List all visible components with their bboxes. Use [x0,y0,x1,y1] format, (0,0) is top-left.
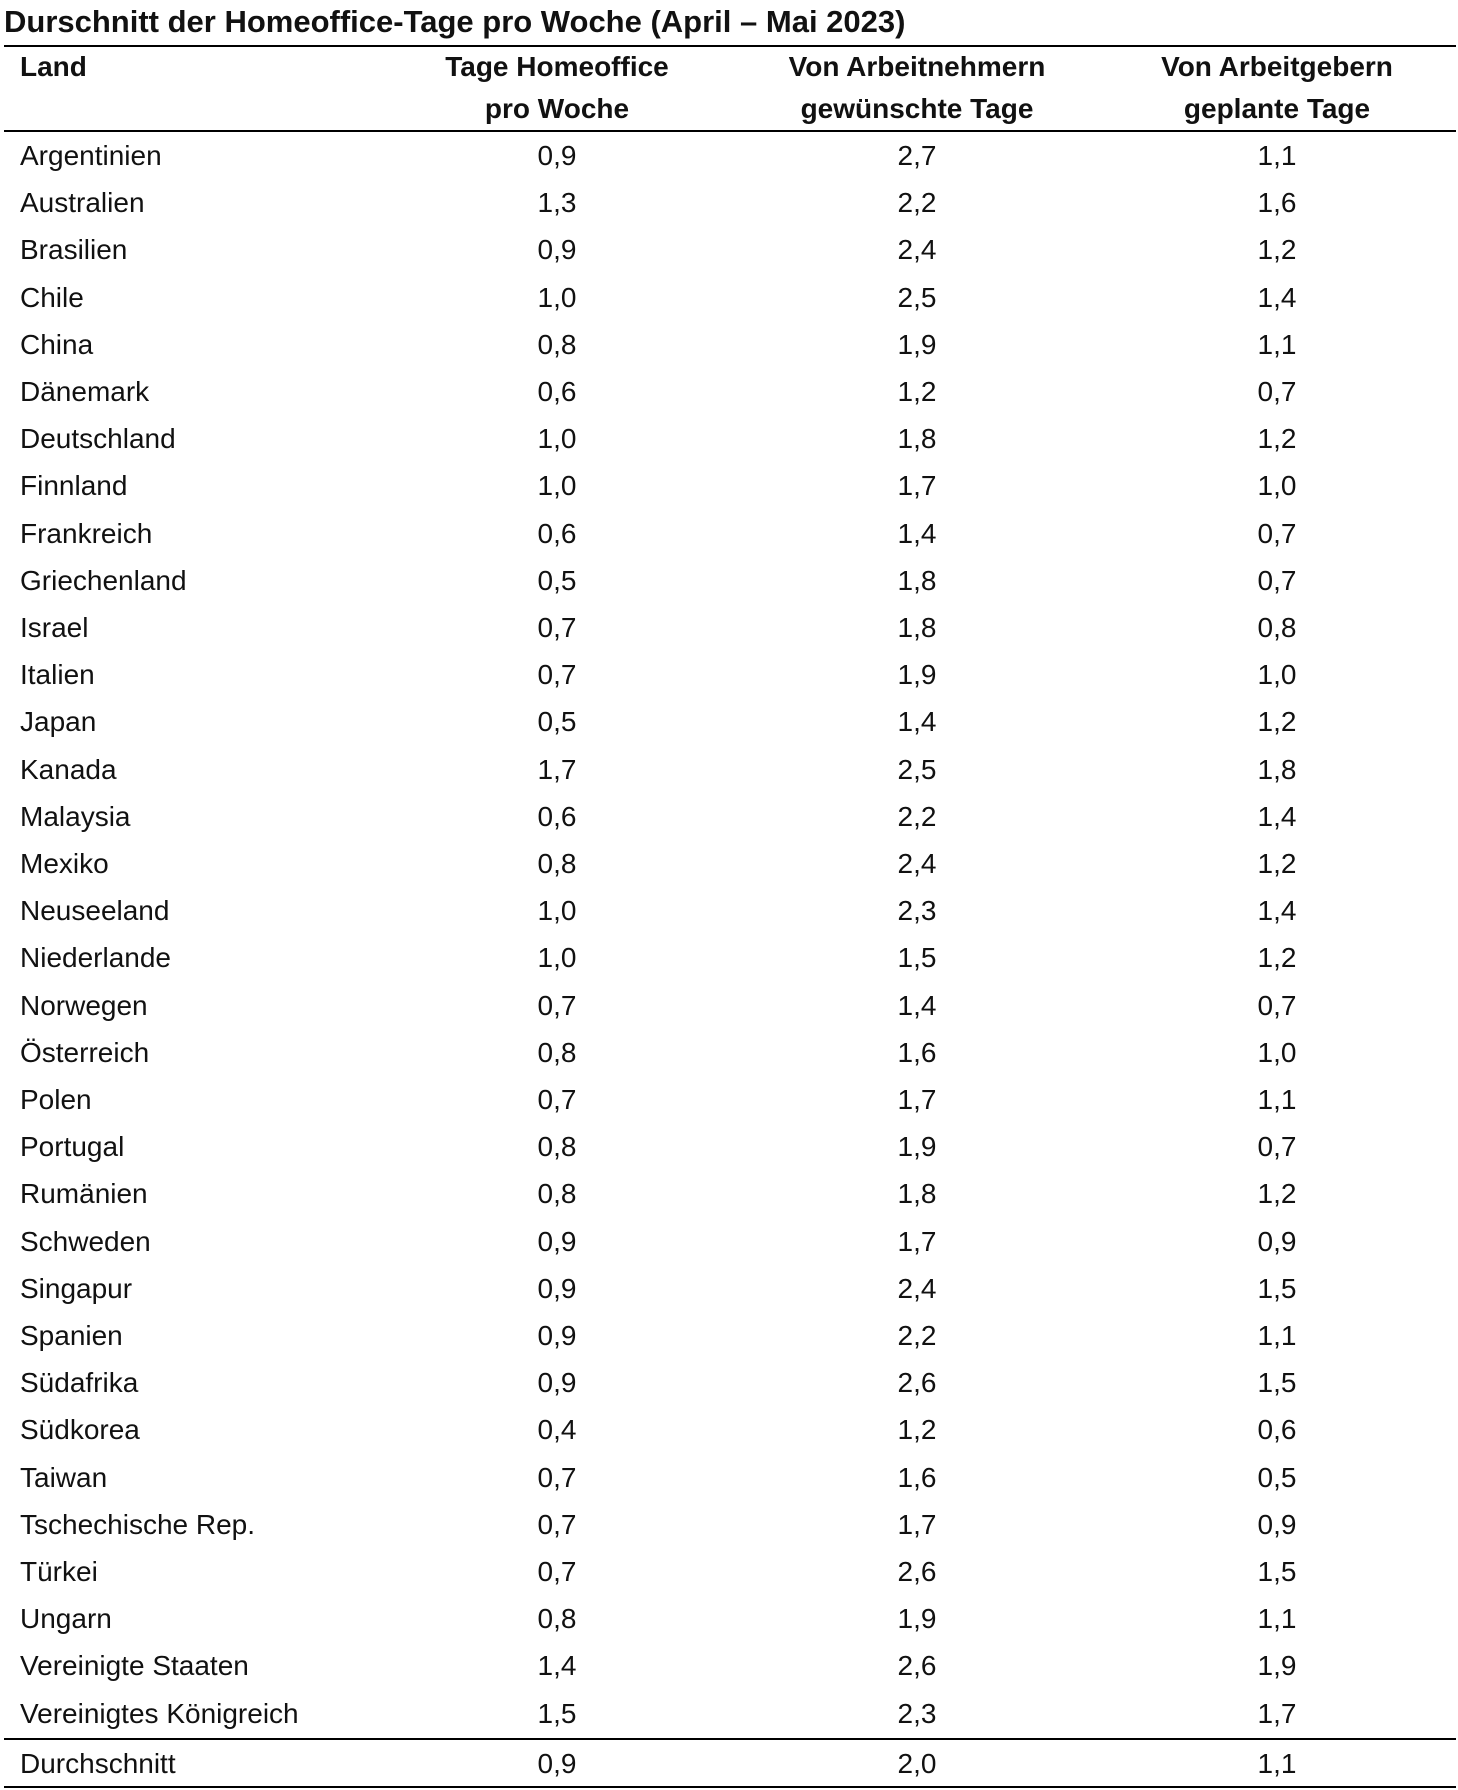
table-title: Durschnitt der Homeoffice-Tage pro Woche (April – Mai 2023) [4,4,906,39]
cell-tage: 0,9 [537,1367,577,1399]
cell-tage: 0,7 [537,659,577,691]
cell-geplant: 1,2 [1257,423,1297,455]
cell-land: Australien [20,187,145,219]
cell-tage: 0,7 [537,1461,577,1493]
cell-tage: 0,6 [537,376,577,407]
table-row [0,1595,1458,1642]
table-row [0,1406,1458,1453]
cell-gewuenscht: 1,7 [897,470,937,502]
cell-geplant: 1,5 [1257,1272,1297,1304]
cell-geplant: 1,6 [1257,187,1297,219]
cell-geplant: 0,5 [1257,1461,1297,1493]
table-row [0,982,1458,1029]
header-tage-homeoffice [387,46,727,130]
cell-geplant: 0,8 [1257,612,1297,643]
cell-geplant: 1,9 [1257,1650,1297,1682]
cell-land: Malaysia [20,800,131,832]
table-row [0,1123,1458,1170]
header-arbeitnehmer-line1: Von Arbeitnehmern [788,51,1046,82]
cell-gewuenscht: 1,4 [897,989,937,1021]
cell-land: Griechenland [20,564,187,596]
cell-geplant: 1,2 [1257,1178,1297,1210]
table-row [0,1642,1458,1689]
cell-land: Argentinien [20,140,162,171]
cell-geplant: 1,5 [1257,1367,1297,1399]
header-arbeitnehmer [747,46,1087,130]
cell-land: Polen [20,1084,92,1115]
cell-land: Niederlande [20,942,171,974]
cell-gewuenscht: 2,4 [897,848,937,879]
cell-land: Brasilien [20,234,128,266]
cell-gewuenscht: 1,4 [897,517,937,549]
cell-tage: 0,7 [537,612,577,643]
cell-tage: 0,6 [537,800,577,832]
table-row [0,1170,1458,1217]
cell-tage: 0,8 [537,1036,577,1068]
table-row [0,132,1458,179]
table-row [0,887,1458,934]
cell-tage: 0,5 [537,706,577,738]
cell-gewuenscht: 1,9 [897,328,937,360]
table-row [0,368,1458,415]
cell-geplant: 0,7 [1257,564,1297,596]
table-row [0,226,1458,273]
cell-tage: 0,4 [537,1414,577,1446]
cell-land: Finnland [20,470,128,502]
cell-tage: 1,7 [537,753,577,785]
cell-land: Österreich [20,1036,150,1068]
header-arbeitnehmer-line2: gewünschte Tage [800,93,1034,124]
cell-land: Israel [20,612,89,643]
cell-gewuenscht: 1,7 [897,1508,937,1540]
cell-gewuenscht: 2,3 [897,1697,937,1729]
header-tage-line2: pro Woche [484,93,630,124]
cell-gewuenscht: 1,9 [897,1131,937,1163]
cell-tage: 0,8 [537,328,577,360]
cell-gewuenscht: 1,9 [897,1603,937,1635]
cell-geplant: 1,4 [1257,895,1297,927]
cell-gewuenscht: 2,4 [897,234,937,266]
cell-tage: 1,0 [537,895,577,927]
cell-gewuenscht: 1,2 [897,376,937,407]
summary-tage: 0,9 [537,1748,577,1779]
table-row [0,1548,1458,1595]
cell-gewuenscht: 2,6 [897,1650,937,1682]
header-tage-line1: Tage Homeoffice [445,51,669,82]
table-header [0,46,1458,130]
cell-geplant: 1,2 [1257,848,1297,879]
cell-geplant: 0,9 [1257,1508,1297,1540]
cell-gewuenscht: 2,6 [897,1556,937,1587]
table-row [0,651,1458,698]
cell-tage: 0,9 [537,1272,577,1304]
cell-geplant: 1,4 [1257,281,1297,313]
table-row [0,1312,1458,1359]
cell-geplant: 1,2 [1257,706,1297,738]
cell-tage: 1,0 [537,281,577,313]
cell-gewuenscht: 1,6 [897,1036,937,1068]
table-row [0,1076,1458,1123]
table-row [0,557,1458,604]
cell-gewuenscht: 1,4 [897,706,937,738]
cell-tage: 0,9 [537,140,577,171]
cell-gewuenscht: 1,7 [897,1225,937,1257]
summary-land: Durchschnitt [20,1748,176,1779]
cell-geplant: 0,9 [1257,1225,1297,1257]
cell-tage: 1,0 [537,470,577,502]
cell-geplant: 1,1 [1257,1084,1297,1115]
cell-gewuenscht: 1,9 [897,659,937,691]
table-row [0,1359,1458,1406]
table-row [0,1218,1458,1265]
cell-gewuenscht: 1,7 [897,1084,937,1115]
cell-land: Schweden [20,1225,151,1257]
cell-gewuenscht: 1,8 [897,423,937,455]
cell-land: Norwegen [20,989,148,1021]
cell-tage: 1,3 [537,187,577,219]
cell-tage: 0,5 [537,564,577,596]
cell-tage: 0,8 [537,848,577,879]
cell-gewuenscht: 1,8 [897,564,937,596]
cell-geplant: 1,1 [1257,140,1297,171]
cell-land: Portugal [20,1131,125,1163]
cell-geplant: 0,7 [1257,1131,1297,1163]
cell-geplant: 1,0 [1257,470,1297,502]
cell-tage: 0,8 [537,1603,577,1635]
cell-gewuenscht: 1,6 [897,1461,937,1493]
cell-geplant: 1,0 [1257,659,1297,691]
header-land: Land [20,51,87,82]
cell-land: Vereinigtes Königreich [20,1697,299,1729]
cell-land: Südafrika [20,1367,139,1399]
table-row [0,1690,1458,1737]
cell-land: Mexiko [20,848,109,879]
table-row [0,934,1458,981]
cell-geplant: 1,0 [1257,1036,1297,1068]
table-row [0,1454,1458,1501]
cell-land: Kanada [20,753,117,785]
header-arbeitgeber-line1: Von Arbeitgebern [1161,51,1393,82]
cell-gewuenscht: 2,5 [897,753,937,785]
header-arbeitgeber [1107,46,1447,130]
cell-tage: 0,8 [537,1131,577,1163]
cell-land: Deutschland [20,423,176,455]
cell-tage: 0,8 [537,1178,577,1210]
cell-gewuenscht: 2,5 [897,281,937,313]
table-row [0,179,1458,226]
cell-land: Spanien [20,1320,123,1351]
table-row [0,321,1458,368]
cell-geplant: 0,7 [1257,517,1297,549]
table-row [0,510,1458,557]
cell-tage: 1,5 [537,1697,577,1729]
cell-tage: 0,6 [537,517,577,549]
cell-gewuenscht: 1,8 [897,1178,937,1210]
header-arbeitgeber-line2: geplante Tage [1183,93,1371,124]
cell-land: Rumänien [20,1178,148,1210]
table-row [0,698,1458,745]
summary-geplant: 1,1 [1257,1748,1297,1779]
cell-geplant: 1,8 [1257,753,1297,785]
cell-gewuenscht: 2,2 [897,1320,937,1351]
cell-tage: 0,7 [537,989,577,1021]
cell-gewuenscht: 1,5 [897,942,937,974]
cell-geplant: 1,1 [1257,328,1297,360]
table-row [0,274,1458,321]
cell-geplant: 1,2 [1257,942,1297,974]
bottom-rule [4,1786,1456,1788]
cell-land: Südkorea [20,1414,140,1446]
cell-geplant: 0,6 [1257,1414,1297,1446]
cell-tage: 1,0 [537,423,577,455]
cell-gewuenscht: 2,2 [897,187,937,219]
cell-land: Ungarn [20,1603,112,1635]
table-row [0,1029,1458,1076]
table-row [0,1501,1458,1548]
cell-gewuenscht: 2,6 [897,1367,937,1399]
cell-tage: 0,7 [537,1084,577,1115]
summary-row [0,1740,1458,1787]
cell-land: Dänemark [20,376,150,407]
cell-geplant: 1,5 [1257,1556,1297,1587]
cell-gewuenscht: 2,7 [897,140,937,171]
cell-land: Japan [20,706,97,738]
cell-gewuenscht: 1,2 [897,1414,937,1446]
cell-gewuenscht: 2,2 [897,800,937,832]
cell-gewuenscht: 1,8 [897,612,937,643]
cell-tage: 0,9 [537,1225,577,1257]
table-row [0,793,1458,840]
cell-tage: 0,7 [537,1556,577,1587]
cell-geplant: 0,7 [1257,989,1297,1021]
cell-tage: 1,0 [537,942,577,974]
table-row [0,462,1458,509]
cell-land: Vereinigte Staaten [20,1650,249,1682]
table-row [0,746,1458,793]
cell-gewuenscht: 2,4 [897,1272,937,1304]
cell-geplant: 1,4 [1257,800,1297,832]
cell-tage: 0,9 [537,234,577,266]
cell-land: Frankreich [20,517,153,549]
cell-land: Singapur [20,1272,133,1304]
table-row [0,604,1458,651]
cell-geplant: 1,1 [1257,1603,1297,1635]
cell-land: Türkei [20,1556,98,1587]
cell-land: China [20,328,94,360]
cell-tage: 1,4 [537,1650,577,1682]
cell-land: Neuseeland [20,895,170,927]
summary-gewuenscht: 2,0 [897,1748,937,1779]
table-row [0,1265,1458,1312]
cell-geplant: 0,7 [1257,376,1297,407]
table-row [0,415,1458,462]
cell-land: Tschechische Rep. [20,1508,256,1540]
cell-land: Chile [20,281,84,313]
cell-land: Taiwan [20,1461,108,1493]
cell-tage: 0,7 [537,1508,577,1540]
cell-geplant: 1,7 [1257,1697,1297,1729]
cell-tage: 0,9 [537,1320,577,1351]
cell-geplant: 1,2 [1257,234,1297,266]
table-row [0,840,1458,887]
cell-land: Italien [20,659,95,691]
cell-geplant: 1,1 [1257,1320,1297,1351]
cell-gewuenscht: 2,3 [897,895,937,927]
